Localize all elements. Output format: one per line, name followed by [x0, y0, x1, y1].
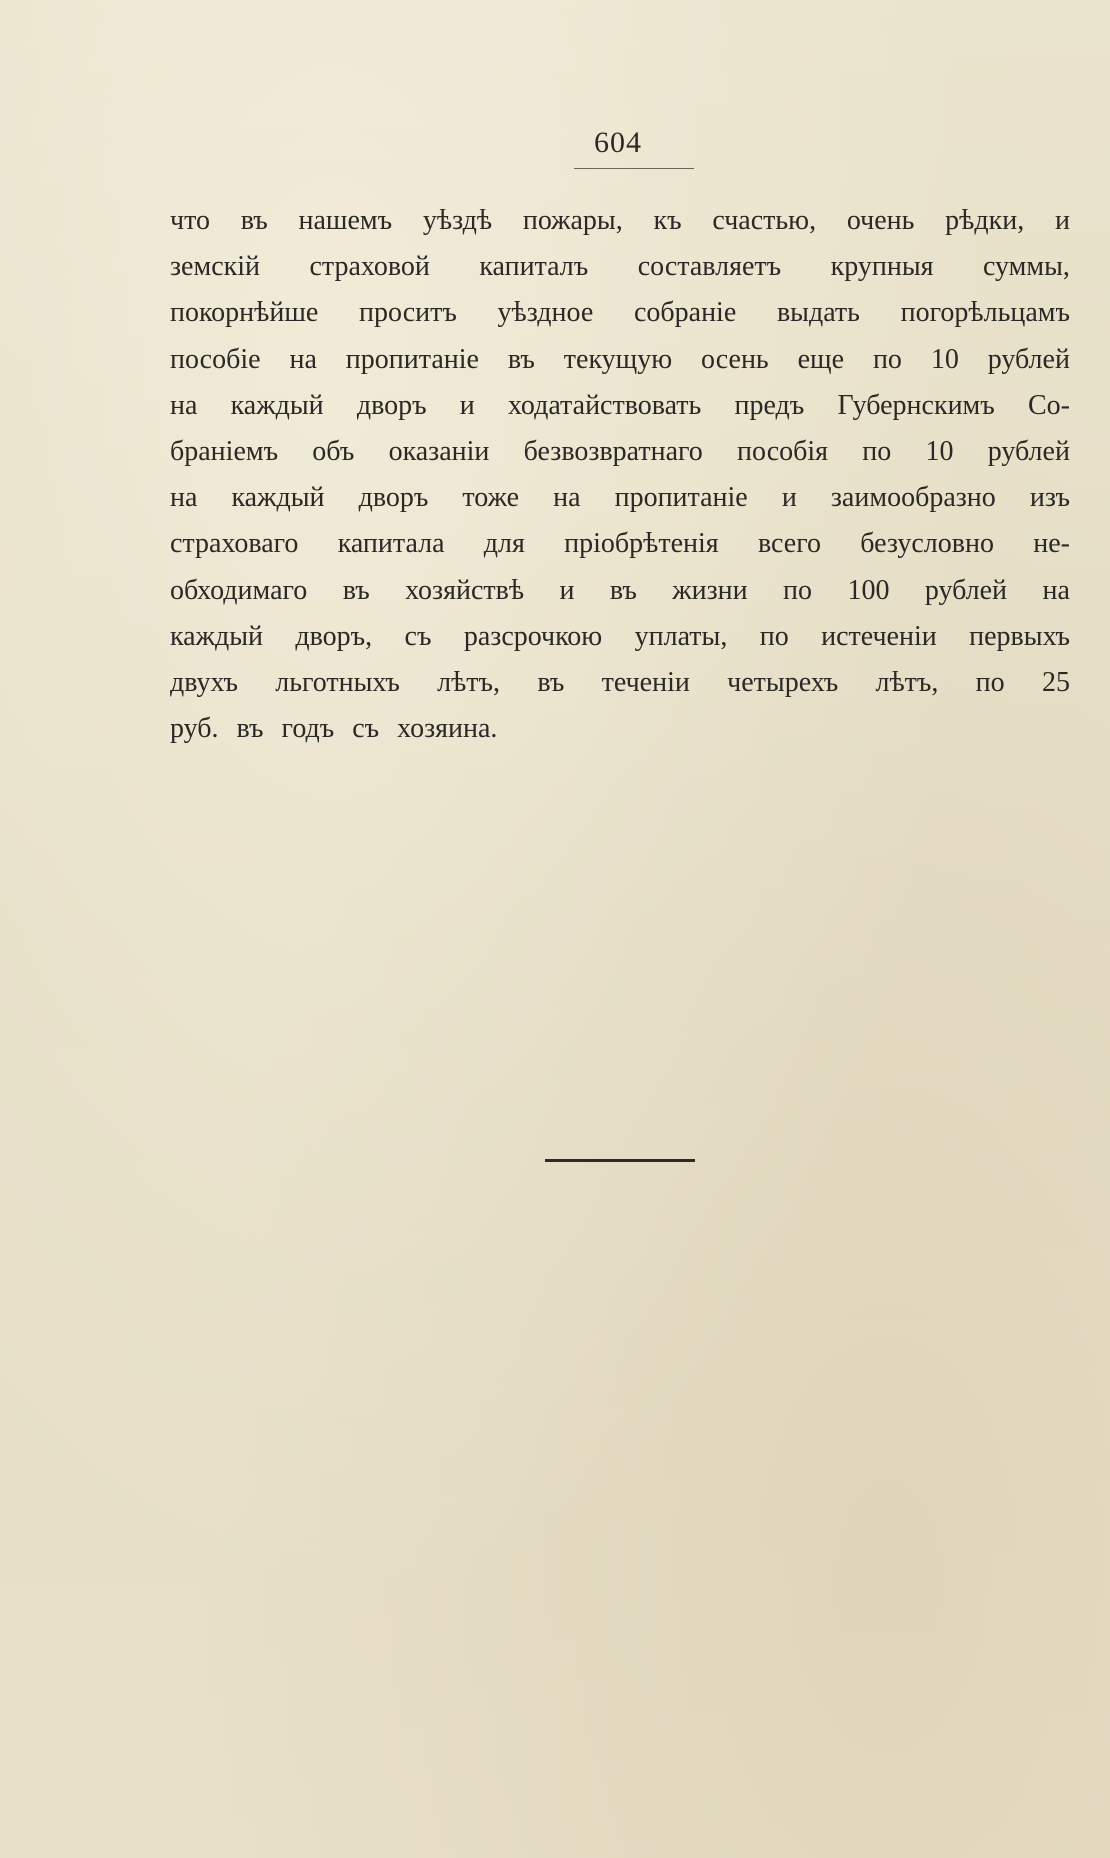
word: годъ [281, 713, 335, 745]
word: земскій [170, 251, 261, 283]
word: дворъ [358, 482, 429, 514]
word: текущую [563, 343, 673, 375]
word: теченіи [601, 666, 690, 698]
word: крупныя [830, 251, 934, 283]
word: погорѣльцамъ [900, 297, 1070, 329]
word: на [1042, 574, 1070, 606]
word: каждый [231, 482, 325, 514]
page-number: 604 [594, 126, 642, 159]
word: на [553, 482, 581, 514]
word: страховой [309, 251, 430, 283]
word: покорнѣйше [170, 297, 319, 329]
word: Губернскимъ [837, 389, 995, 421]
word: Со- [1027, 389, 1070, 421]
word: не- [1033, 528, 1070, 560]
word: браніемъ [170, 435, 279, 467]
text-line [170, 706, 1070, 752]
word: пособія [737, 435, 829, 467]
body-text [170, 198, 1070, 752]
word: безусловно [860, 528, 994, 560]
word: суммы, [982, 251, 1070, 283]
text-line [170, 244, 1070, 290]
word: въ [507, 343, 535, 375]
word: каждый [230, 389, 324, 421]
word: по [783, 574, 813, 606]
word: выдать [776, 297, 860, 329]
word: всего [757, 528, 821, 560]
word: въ [537, 666, 565, 698]
word: объ [312, 435, 355, 467]
word: рѣдки, [945, 205, 1025, 236]
word: составляетъ [637, 251, 782, 283]
text-line [170, 290, 1070, 336]
word: истеченіи [821, 620, 937, 652]
word: уѣздное [497, 297, 594, 329]
text-line [170, 429, 1070, 475]
word: уплаты, [634, 620, 728, 652]
word: для [483, 528, 525, 560]
word: на [170, 389, 198, 421]
text-line [170, 568, 1070, 614]
word: и [1054, 205, 1070, 236]
word: четырехъ [727, 666, 839, 698]
word: осень [701, 343, 769, 375]
word: пособіе [170, 343, 261, 375]
word: съ [404, 620, 432, 652]
word: капиталъ [479, 251, 589, 283]
word: лѣтъ, [875, 666, 939, 698]
word: рублей [987, 343, 1070, 375]
word: руб. [170, 713, 219, 745]
word: рублей [924, 574, 1008, 606]
word: дворъ, [295, 620, 373, 652]
word: нашемъ [298, 205, 393, 236]
word: изъ [1029, 482, 1070, 514]
word: 25 [1041, 666, 1070, 698]
word: 10 [930, 343, 959, 375]
text-line [170, 521, 1070, 567]
text-line [170, 660, 1070, 706]
word: пропитаніе [345, 343, 479, 375]
word: въ [342, 574, 370, 606]
word: капитала [337, 528, 445, 560]
word: на [170, 482, 198, 514]
word: ходатайствовать [507, 389, 702, 421]
word: льготныхъ [275, 666, 400, 698]
text-line [170, 198, 1070, 244]
word: проситъ [359, 297, 457, 329]
word: по [872, 343, 902, 375]
word: страховаго [170, 528, 299, 560]
word: собраніе [633, 297, 737, 329]
word: уѣздѣ [422, 205, 493, 236]
text-line [170, 614, 1070, 660]
word: заимообразно [830, 482, 996, 514]
word: по [759, 620, 789, 652]
word: въ [236, 713, 264, 745]
word: пожары, [522, 205, 623, 236]
word: каждый [170, 620, 263, 652]
word: жизни [672, 574, 748, 606]
word: въ [609, 574, 637, 606]
word: по [975, 666, 1005, 698]
header-rule [574, 168, 694, 169]
word: безвозвратнаго [523, 435, 703, 467]
word: разсрочкою [463, 620, 603, 652]
end-rule [545, 1159, 695, 1162]
word: что [170, 205, 210, 236]
word: обходимаго [170, 574, 308, 606]
word: тоже [462, 482, 519, 514]
text-line [170, 337, 1070, 383]
text-line [170, 383, 1070, 429]
word: хозяина. [397, 713, 498, 745]
word: пріобрѣтенія [564, 528, 719, 560]
word: и [459, 389, 475, 421]
word: первыхъ [969, 620, 1070, 652]
text-line [170, 475, 1070, 521]
word: оказаніи [388, 435, 490, 467]
word: по [862, 435, 892, 467]
word: 10 [925, 435, 954, 467]
word: двухъ [170, 666, 238, 698]
word: на [289, 343, 317, 375]
word: лѣтъ, [437, 666, 501, 698]
word: предъ [734, 389, 805, 421]
word: хозяйствѣ [405, 574, 525, 606]
word: въ [240, 205, 268, 236]
word: рублей [987, 435, 1070, 467]
word: къ [653, 205, 682, 236]
word: счастью, [712, 205, 817, 236]
word: и [559, 574, 575, 606]
word: пропитаніе [614, 482, 748, 514]
word: и [781, 482, 797, 514]
word: 100 [847, 574, 890, 606]
word: очень [846, 205, 915, 236]
word: еще [797, 343, 845, 375]
word: дворъ [356, 389, 427, 421]
word: съ [352, 713, 380, 745]
